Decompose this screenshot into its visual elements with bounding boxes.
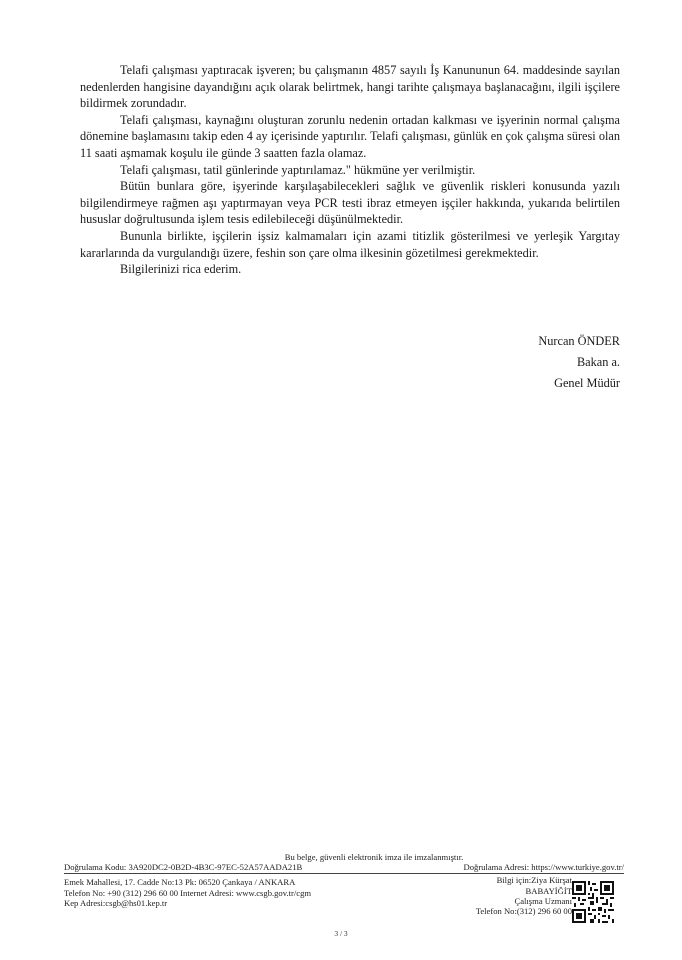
e-signature-note: Bu belge, güvenli elektronik imza ile imzalanmıştır. bbox=[284, 852, 464, 862]
document-footer bbox=[64, 852, 624, 917]
paragraph-6: Bilgilerinizi rica ederim. bbox=[120, 262, 242, 277]
paragraph-2: Telafi çalışması, kaynağını oluşturan zorunlu nedenin ortadan kalkması ve işyerinin normal çalışma dönemine başlamasını takip eden 4 ay içerisinde yaptırılır. Telafi çalışması, günlük en çok çalışma süresi olan 11 saati aşmamak koşulu ile günde 3 saatten fazla olamaz. bbox=[80, 112, 620, 160]
signatory-title-2: Genel Müdür bbox=[554, 376, 620, 390]
paragraph-1: Telafi çalışması yaptıracak işveren; bu çalışmanın 4857 sayılı İş Kanununun 64. maddesinde sayılan nedenlerden hangisine dayandığını açık olarak belirtmek, hangi tarihte çalışmaya başlanacağını, ilgili işçilere bildirmek zorundadır. bbox=[80, 63, 620, 111]
contact-person-surname: BABAYİĞİT bbox=[525, 885, 572, 896]
postal-address: Emek Mahallesi, 17. Cadde No:13 Pk: 06520 Çankaya / ANKARA bbox=[64, 877, 296, 888]
contact-person-phone: Telefon No:(312) 296 60 00 bbox=[475, 906, 572, 917]
kep-address: Kep Adresi:csgb@hs01.kep.tr bbox=[64, 897, 168, 908]
page-number: 3 / 3 bbox=[334, 929, 348, 938]
signatory-name: Nurcan ÖNDER bbox=[538, 334, 620, 348]
paragraph-3: Telafi çalışması, tatil günlerinde yaptırılamaz." hükmüne yer verilmiştir. bbox=[120, 162, 476, 177]
verification-row bbox=[64, 862, 624, 874]
contact-person-title: Çalışma Uzmanı bbox=[514, 895, 572, 906]
paragraph-5: Bununla birlikte, işçilerin işsiz kalmamaları için azami titizlik gösterilmesi ve yerleşik Yargıtay kararlarında da vurgulandığı üzere, feshin son çare olma ilkesinin gözetilmesi gerekmektedir. bbox=[80, 228, 620, 260]
phone-and-website: Telefon No: +90 (312) 296 60 00 Internet Adresi: www.csgb.gov.tr/cgm bbox=[64, 887, 312, 898]
verification-code: Doğrulama Kodu: 3A920DC2-0B2D-4B3C-97EC-52A57AADA21B bbox=[64, 862, 303, 873]
letter-body bbox=[80, 62, 620, 278]
signature-block bbox=[460, 331, 620, 394]
contact-person bbox=[442, 875, 572, 916]
contact-info bbox=[64, 875, 624, 917]
paragraph-4: Bütün bunlara göre, işyerinde karşılaşabilecekleri sağlık ve güvenlik riskleri konusunda yazılı bilgilendirmeye rağmen aşı yaptırmayan veya PCR testi ibraz etmeyen işçiler hakkında, yukarıda belirtilen hususlar doğrultusunda işlem tesis edilebileceği düşünülmektedir. bbox=[80, 179, 620, 227]
verification-address[interactable]: Doğrulama Adresi: https://www.turkiye.gov.tr/ bbox=[463, 862, 624, 873]
qr-code-icon bbox=[572, 881, 614, 923]
contact-person-name: Bilgi için:Ziya Kürşat bbox=[496, 875, 572, 886]
signatory-title-1: Bakan a. bbox=[576, 355, 620, 369]
